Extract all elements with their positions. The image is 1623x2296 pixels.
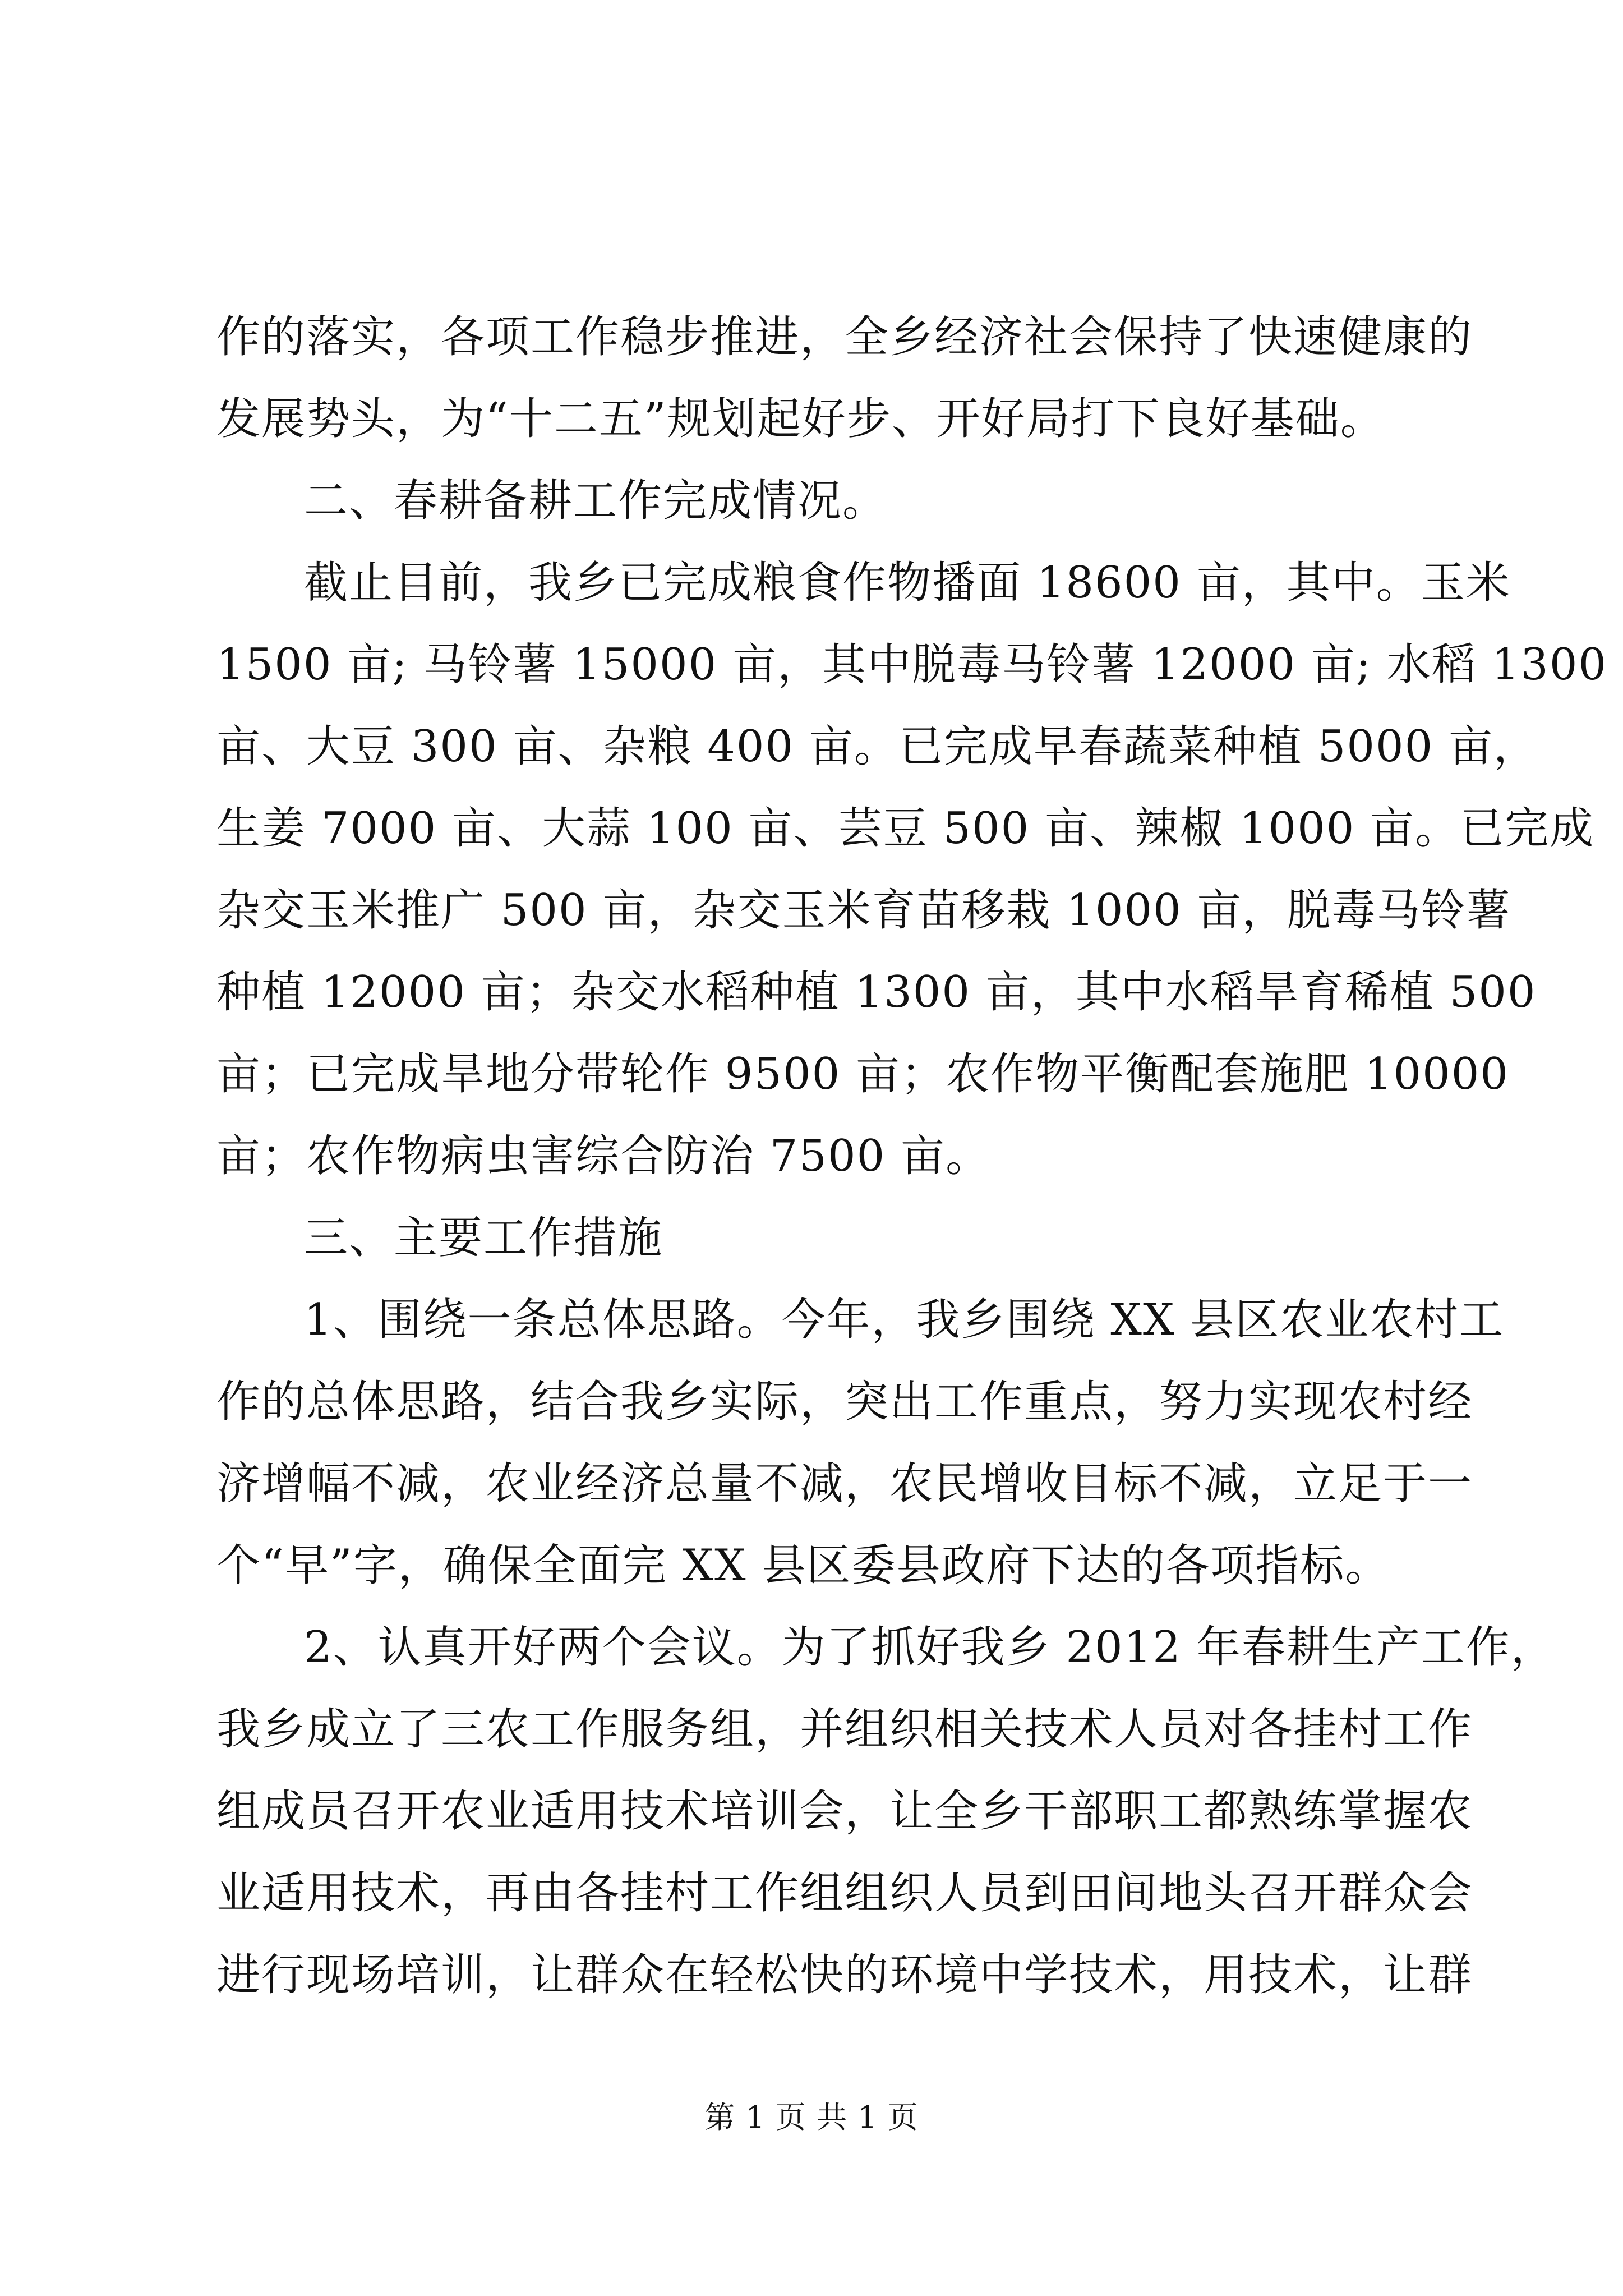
text-line: 亩、大豆 300 亩、杂粮 400 亩。已完成早春蔬菜种植 5000 亩，	[216, 721, 1539, 772]
text-line: 组成员召开农业适用技术培训会，让全乡干部职工都熟练掌握农	[216, 1786, 1473, 1837]
text-line: 作的总体思路，结合我乡实际，突出工作重点，努力实现农村经	[216, 1377, 1473, 1427]
text-line: 济增幅不减，农业经济总量不减，农民增收目标不减，立足于一	[216, 1458, 1473, 1509]
text-line: 发展势头，为“十二五”规划起好步、开好局打下良好基础。	[216, 394, 1385, 444]
text-line: 作的落实，各项工作稳步推进，全乡经济社会保持了快速健康的	[216, 312, 1473, 362]
text-line: 个“早”字，确保全面完 XX 县区委县政府下达的各项指标。	[216, 1540, 1390, 1591]
document-body	[216, 296, 1608, 2016]
text-line: 亩；已完成旱地分带轮作 9500 亩；农作物平衡配套施肥 10000	[216, 1049, 1510, 1099]
page-footer: 第 1 页 共 1 页	[704, 2100, 919, 2135]
text-line: 种植 12000 亩；杂交水稻种植 1300 亩，其中水稻旱育稀植 500	[216, 967, 1537, 1018]
text-line: 进行现场培训，让群众在轻松快的环境中学技术，用技术，让群	[216, 1950, 1473, 2000]
text-line: 杂交玉米推广 500 亩，杂交玉米育苗移栽 1000 亩，脱毒马铃薯	[216, 885, 1511, 936]
section-heading: 二、春耕备耕工作完成情况。	[304, 476, 888, 526]
text-line: 1、围绕一条总体思路。今年，我乡围绕 XX 县区农业农村工	[304, 1295, 1505, 1345]
text-line: 业适用技术，再由各挂村工作组组织人员到田间地头召开群众会	[216, 1868, 1473, 1918]
text-line: 1500 亩; 马铃薯 15000 亩，其中脱毒马铃薯 12000 亩; 水稻 1300	[216, 639, 1608, 690]
text-line: 截止目前，我乡已完成粮食作物播面 18600 亩，其中。玉米	[304, 558, 1511, 608]
text-line: 2、认真开好两个会议。为了抓好我乡 2012 年春耕生产工作，	[304, 1622, 1556, 1673]
text-line: 亩；农作物病虫害综合防治 7500 亩。	[216, 1131, 991, 1181]
text-line: 我乡成立了三农工作服务组，并组织相关技术人员对各挂村工作	[216, 1704, 1473, 1755]
text-line: 生姜 7000 亩、大蒜 100 亩、芸豆 500 亩、辣椒 1000 亩。已完成	[216, 803, 1595, 854]
section-heading: 三、主要工作措施	[304, 1213, 663, 1263]
